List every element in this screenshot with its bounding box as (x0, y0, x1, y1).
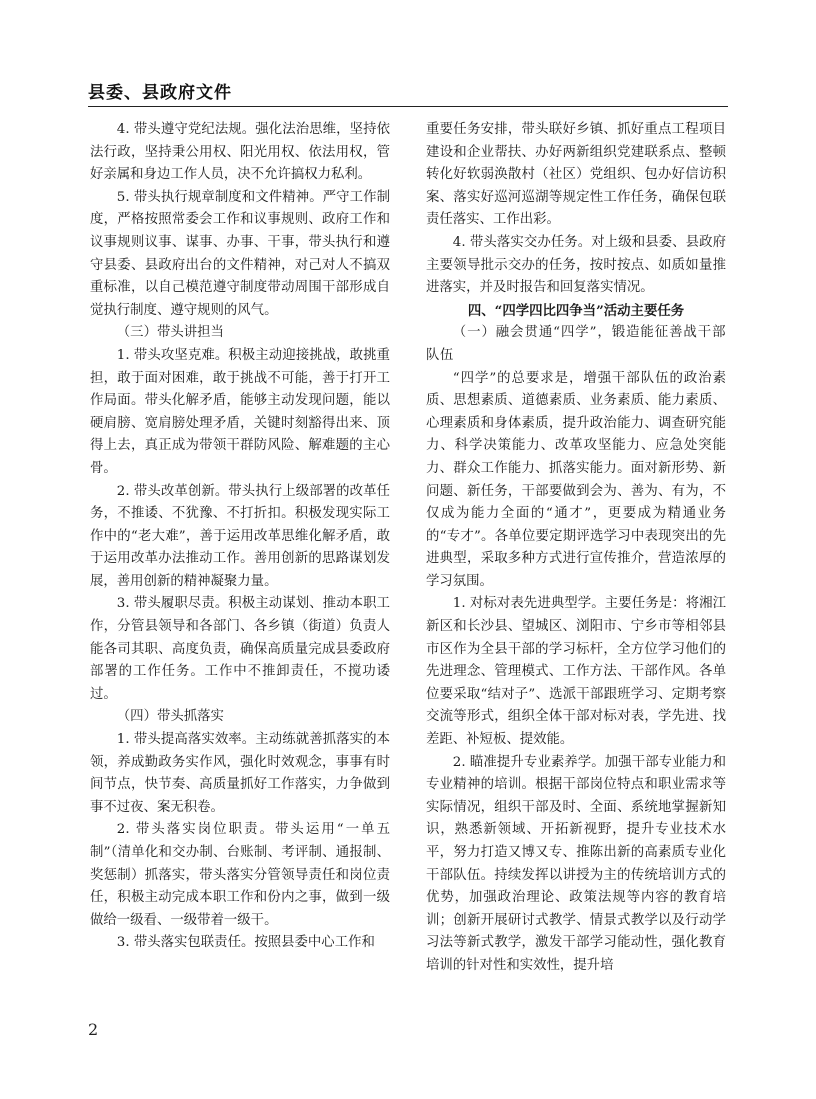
paragraph: 5. 带头执行规章制度和文件精神。严守工作制度，严格按照常委会工作和议事规则、政府工作和议事规则议事、谋事、办事、干事，带头执行和遵守县委、县政府出台的文件精神，对己对人不搞双重标准，以自己模范遵守制度带动周围干部形成自觉执行制度、遵守规则的风气。 (90, 189, 390, 318)
paragraph: 4. 带头落实交办任务。对上级和县委、县政府主要领导批示交办的任务，按时按点、如质如量推进落实，并及时报告和回复落实情况。 (426, 234, 726, 296)
page-number: 2 (88, 1020, 99, 1039)
paragraph: 2. 带头改革创新。带头执行上级部署的改革任务，不推诿、不犹豫、不打折扣。积极发现实际工作中的“老大难”，善于运用改革思维化解矛盾，敢于运用改革办法推动工作。善用创新的思路谋划发展，善用创新的精神凝聚力量。 (90, 483, 390, 589)
subsection-heading: （三）带头讲担当 (116, 325, 224, 341)
paragraph-continuation: 重要任务安排，带头联好乡镇、抓好重点工程项目建设和企业帮扶、办好两新组织党建联系点、整顿转化好软弱涣散村（社区）党组织、包办好信访积案、落实好巡河巡湖等规定性工作任务，确保包联责任落实、工作出彩。 (426, 122, 726, 228)
right-column (426, 119, 726, 978)
paragraph: 1. 对标对表先进典型学。主要任务是：将湘江新区和长沙县、望城区、浏阳市、宁乡市等相邻县市区作为全县干部的学习标杆，全方位学习他们的先进理念、管理模式、工作方法、干部作风。各单位要采取“结对子”、选派干部跟班学习、定期考察交流等形式，组织全体干部对标对表，学先进、找差距、补短板、提效能。 (426, 596, 726, 748)
paragraph: “四学”的总要求是，增强干部队伍的政治素质、思想素质、道德素质、业务素质、能力素质、心理素质和身体素质，提升政治能力、调查研究能力、科学决策能力、改革攻坚能力、应急处突能力、群众工作能力、抓落实能力。面对新形势、新问题、新任务，干部要做到会为、善为、有为，不仅成为能力全面的“通才”，更要成为精通业务的“专才”。各单位要定期评选学习中表现突出的先进典型，采取多种方式进行宣传推介，营造浓厚的学习氛围。 (426, 370, 726, 589)
paragraph: 4. 带头遵守党纪法规。强化法治思维，坚持依法行政，坚持秉公用权、阳光用权、依法用权，管好亲属和身边工作人员，决不允许搞权力私利。 (90, 122, 390, 183)
paragraph: 2. 带头落实岗位职责。带头运用“一单五制”（清单化和交办制、台账制、考评制、通报制、奖惩制）抓落实，带头落实分管领导责任和岗位责任，积极主动完成本职工作和份内之事，做到一级做给一级看、一级带着一级干。 (90, 822, 390, 928)
running-header-title: 县委、县政府文件 (88, 83, 232, 103)
paragraph: 3. 带头落实包联责任。按照县委中心工作和 (116, 935, 375, 951)
paragraph: 2. 瞄准提升专业素养学。加强干部专业能力和专业精神的培训。根据干部岗位特点和职业需求等实际情况，组织干部及时、全面、系统地掌握新知识，熟悉新领域、开拓新视野，提升专业技术水平，努力打造又博又专、推陈出新的高素质专业化干部队伍。持续发挥以讲授为主的传统培训方式的优势，加强政治理论、政策法规等内容的教育培训；创新开展研讨式教学、情景式教学以及行动学习法等新式教学，激发干部学习能动性，强化教育培训的针对性和实效性，提升培 (426, 754, 726, 973)
paragraph: 1. 带头提高落实效率。主动练就善抓落实的本领，养成勤政务实作风，强化时效观念，事事有时间节点，快节奏、高质量抓好工作落实，力争做到事不过夜、案无积卷。 (90, 732, 390, 815)
paragraph: 1. 带头攻坚克难。积极主动迎接挑战，敢挑重担，敢于面对困难，敢于挑战不可能，善于打开工作局面。带头化解矛盾，能够主动发现问题，能以硬肩膀、宽肩膀处理矛盾，关键时刻豁得出来、顶得上去，真正成为带领干群防风险、解难题的主心骨。 (90, 347, 390, 476)
subsection-heading: （四）带头抓落实 (116, 709, 224, 725)
subsection-heading: （一）融会贯通“四学”，锻造能征善战干部队伍 (426, 325, 726, 363)
section-heading: 四、“四学四比四争当”活动主要任务 (467, 302, 685, 319)
header-divider (88, 106, 728, 107)
paragraph: 3. 带头履职尽责。积极主动谋划、推动本职工作，分管县领导和各部门、各乡镇（街道）负责人能各司其职、高度负责，确保高质量完成县委政府部署的工作任务。工作中不推卸责任，不搅功诿过。 (90, 596, 390, 702)
left-column (90, 119, 390, 955)
